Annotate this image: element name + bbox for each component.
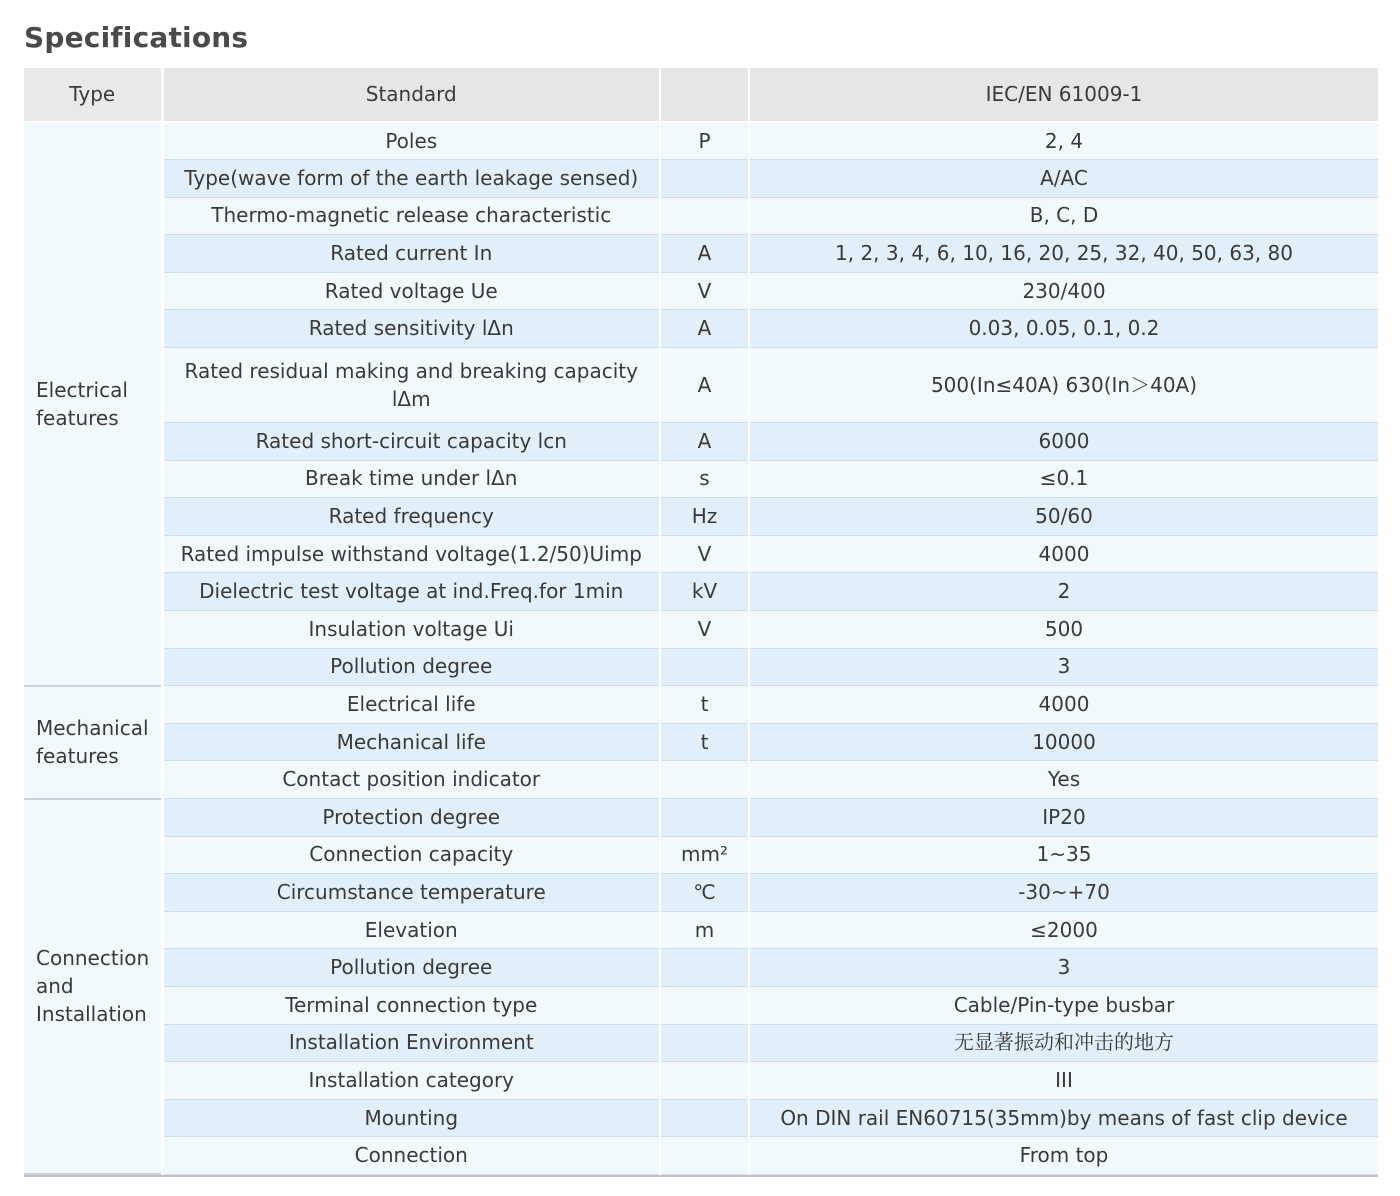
table-row <box>24 160 1378 198</box>
table-row <box>24 423 1378 461</box>
unit-cell: V <box>660 272 749 310</box>
value-cell: 1, 2, 3, 4, 6, 10, 16, 20, 25, 32, 40, 50, 63, 80 <box>749 235 1378 273</box>
property-cell: Electrical life <box>162 686 660 724</box>
value-cell: IP20 <box>749 799 1378 837</box>
unit-cell <box>660 1024 749 1062</box>
property-cell: Connection <box>162 1137 660 1175</box>
value-cell: 6000 <box>749 423 1378 461</box>
unit-cell: A <box>660 310 749 348</box>
table-row <box>24 1062 1378 1100</box>
table-row <box>24 1137 1378 1175</box>
table-row <box>24 911 1378 949</box>
unit-cell: V <box>660 611 749 649</box>
unit-cell <box>660 1099 749 1137</box>
unit-cell: t <box>660 686 749 724</box>
table-row <box>24 272 1378 310</box>
table-row <box>24 761 1378 799</box>
unit-cell <box>660 799 749 837</box>
value-cell: 500 <box>749 611 1378 649</box>
unit-cell: A <box>660 235 749 273</box>
table-row <box>24 1024 1378 1062</box>
property-cell: Pollution degree <box>162 949 660 987</box>
table-row <box>24 122 1378 160</box>
group-label: Connection and Installation <box>24 799 162 1175</box>
table-row <box>24 799 1378 837</box>
value-cell: 2 <box>749 573 1378 611</box>
table-row <box>24 573 1378 611</box>
unit-cell <box>660 160 749 198</box>
property-cell: Rated residual making and breaking capacity lΔm <box>162 348 660 423</box>
property-cell: Rated current In <box>162 235 660 273</box>
property-cell: Circumstance temperature <box>162 874 660 912</box>
property-cell: Pollution degree <box>162 648 660 686</box>
property-cell: Mounting <box>162 1099 660 1137</box>
header-type: Type <box>24 68 162 122</box>
group-label: Electrical features <box>24 122 162 686</box>
property-cell: Rated frequency <box>162 498 660 536</box>
value-cell: 1~35 <box>749 836 1378 874</box>
table-row <box>24 535 1378 573</box>
unit-cell <box>660 949 749 987</box>
unit-cell: kV <box>660 573 749 611</box>
property-cell: Elevation <box>162 911 660 949</box>
property-cell: Type(wave form of the earth leakage sensed) <box>162 160 660 198</box>
value-cell: 4000 <box>749 686 1378 724</box>
value-cell: A/AC <box>749 160 1378 198</box>
group-label: Mechanical features <box>24 686 162 799</box>
value-cell: B, C, D <box>749 197 1378 235</box>
property-cell: Rated short-circuit capacity lcn <box>162 423 660 461</box>
unit-cell <box>660 761 749 799</box>
property-cell: Connection capacity <box>162 836 660 874</box>
unit-cell <box>660 1062 749 1100</box>
unit-cell: m <box>660 911 749 949</box>
table-row <box>24 648 1378 686</box>
unit-cell <box>660 197 749 235</box>
unit-cell <box>660 648 749 686</box>
value-cell: Yes <box>749 761 1378 799</box>
table-row <box>24 874 1378 912</box>
value-cell: 230/400 <box>749 272 1378 310</box>
value-cell: 无显著振动和冲击的地方 <box>749 1024 1378 1062</box>
value-cell: On DIN rail EN60715(35mm)by means of fast clip device <box>749 1099 1378 1137</box>
value-cell: 0.03, 0.05, 0.1, 0.2 <box>749 310 1378 348</box>
value-cell: 3 <box>749 949 1378 987</box>
value-cell: -30~+70 <box>749 874 1378 912</box>
property-cell: Poles <box>162 122 660 160</box>
property-cell: Break time under lΔn <box>162 460 660 498</box>
value-cell: Cable/Pin-type busbar <box>749 986 1378 1024</box>
header-standard-value: IEC/EN 61009-1 <box>749 68 1378 122</box>
table-row <box>24 723 1378 761</box>
table-row <box>24 235 1378 273</box>
table-row <box>24 686 1378 724</box>
table-row <box>24 348 1378 423</box>
unit-cell: ℃ <box>660 874 749 912</box>
specifications-table <box>24 68 1378 1175</box>
property-cell: Contact position indicator <box>162 761 660 799</box>
value-cell: From top <box>749 1137 1378 1175</box>
value-cell: 4000 <box>749 535 1378 573</box>
property-cell: Rated impulse withstand voltage(1.2/50)Uimp <box>162 535 660 573</box>
property-cell: Installation Environment <box>162 1024 660 1062</box>
unit-cell: A <box>660 423 749 461</box>
property-cell: Thermo-magnetic release characteristic <box>162 197 660 235</box>
property-cell: Protection degree <box>162 799 660 837</box>
value-cell: III <box>749 1062 1378 1100</box>
value-cell: 10000 <box>749 723 1378 761</box>
header-unit <box>660 68 749 122</box>
table-row <box>24 197 1378 235</box>
value-cell: 500(In≤40A) 630(In＞40A) <box>749 348 1378 423</box>
unit-cell: P <box>660 122 749 160</box>
value-cell: ≤2000 <box>749 911 1378 949</box>
table-row <box>24 949 1378 987</box>
property-cell: Dielectric test voltage at ind.Freq.for 1min <box>162 573 660 611</box>
table-row <box>24 836 1378 874</box>
table-row <box>24 611 1378 649</box>
unit-cell: s <box>660 460 749 498</box>
property-cell: Installation category <box>162 1062 660 1100</box>
unit-cell <box>660 986 749 1024</box>
property-cell: Mechanical life <box>162 723 660 761</box>
specifications-table-body <box>24 68 1378 1174</box>
value-cell: 2, 4 <box>749 122 1378 160</box>
value-cell: ≤0.1 <box>749 460 1378 498</box>
unit-cell: V <box>660 535 749 573</box>
property-cell: Rated sensitivity lΔn <box>162 310 660 348</box>
table-row <box>24 986 1378 1024</box>
page-title: Specifications <box>24 21 249 54</box>
table-row <box>24 1099 1378 1137</box>
table-row <box>24 460 1378 498</box>
table-row <box>24 498 1378 536</box>
unit-cell: t <box>660 723 749 761</box>
table-bottom-rule <box>24 1175 1378 1177</box>
value-cell: 3 <box>749 648 1378 686</box>
unit-cell: A <box>660 348 749 423</box>
header-standard: Standard <box>162 68 660 122</box>
property-cell: Insulation voltage Ui <box>162 611 660 649</box>
unit-cell <box>660 1137 749 1175</box>
table-header-row <box>24 68 1378 122</box>
unit-cell: Hz <box>660 498 749 536</box>
property-cell: Terminal connection type <box>162 986 660 1024</box>
table-row <box>24 310 1378 348</box>
property-cell: Rated voltage Ue <box>162 272 660 310</box>
unit-cell: mm² <box>660 836 749 874</box>
value-cell: 50/60 <box>749 498 1378 536</box>
